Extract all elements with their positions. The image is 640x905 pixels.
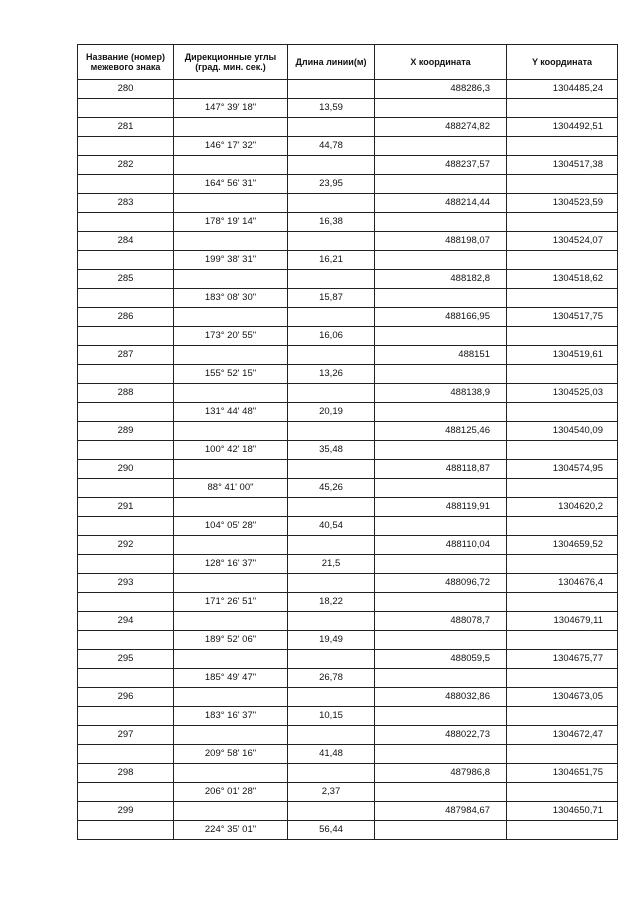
x-coordinate-cell: 488118,87 [375, 460, 507, 479]
line-length-cell: 13,26 [288, 365, 375, 384]
empty-cell [78, 441, 174, 460]
empty-cell [375, 555, 507, 574]
x-coordinate-cell: 488166,95 [375, 308, 507, 327]
marker-name-cell: 286 [78, 308, 174, 327]
empty-cell [78, 365, 174, 384]
empty-cell [375, 99, 507, 118]
segment-row [78, 517, 618, 536]
empty-cell [288, 726, 375, 745]
empty-cell [375, 327, 507, 346]
empty-cell [288, 194, 375, 213]
empty-cell [174, 270, 288, 289]
segment-row [78, 821, 618, 840]
segment-row [78, 289, 618, 308]
empty-cell [375, 289, 507, 308]
x-coordinate-cell: 488119,91 [375, 498, 507, 517]
empty-cell [507, 517, 618, 536]
empty-cell [507, 137, 618, 156]
segment-row [78, 593, 618, 612]
empty-cell [507, 99, 618, 118]
empty-cell [78, 251, 174, 270]
segment-row [78, 137, 618, 156]
empty-cell [507, 365, 618, 384]
direction-angle-cell: 209° 58' 16" [174, 745, 288, 764]
empty-cell [375, 745, 507, 764]
x-coordinate-cell: 488022,73 [375, 726, 507, 745]
direction-angle-cell: 224° 35' 01" [174, 821, 288, 840]
empty-cell [375, 365, 507, 384]
header-line-length: Длина линии(м) [288, 45, 375, 80]
direction-angle-cell: 199° 38' 31" [174, 251, 288, 270]
empty-cell [174, 460, 288, 479]
point-row [78, 156, 618, 175]
empty-cell [288, 612, 375, 631]
header-y-coordinate: Y координата [507, 45, 618, 80]
direction-angle-cell: 183° 08' 30" [174, 289, 288, 308]
y-coordinate-cell: 1304517,75 [507, 308, 618, 327]
empty-cell [174, 688, 288, 707]
segment-row [78, 783, 618, 802]
x-coordinate-cell: 488286,3 [375, 80, 507, 99]
y-coordinate-cell: 1304679,11 [507, 612, 618, 631]
y-coordinate-cell: 1304519,61 [507, 346, 618, 365]
y-coordinate-cell: 1304524,07 [507, 232, 618, 251]
empty-cell [507, 631, 618, 650]
segment-row [78, 707, 618, 726]
empty-cell [288, 80, 375, 99]
empty-cell [507, 289, 618, 308]
empty-cell [78, 783, 174, 802]
table-header-row [78, 45, 618, 80]
empty-cell [174, 574, 288, 593]
y-coordinate-cell: 1304525,03 [507, 384, 618, 403]
empty-cell [288, 308, 375, 327]
marker-name-cell: 282 [78, 156, 174, 175]
x-coordinate-cell: 488151 [375, 346, 507, 365]
x-coordinate-cell: 487984,67 [375, 802, 507, 821]
empty-cell [375, 631, 507, 650]
y-coordinate-cell: 1304492,51 [507, 118, 618, 137]
empty-cell [288, 422, 375, 441]
point-row [78, 118, 618, 137]
empty-cell [375, 137, 507, 156]
segment-row [78, 479, 618, 498]
point-row [78, 346, 618, 365]
segment-row [78, 175, 618, 194]
empty-cell [507, 783, 618, 802]
empty-cell [174, 156, 288, 175]
marker-name-cell: 296 [78, 688, 174, 707]
line-length-cell: 45,26 [288, 479, 375, 498]
x-coordinate-cell: 488138,9 [375, 384, 507, 403]
direction-angle-cell: 104° 05' 28" [174, 517, 288, 536]
empty-cell [78, 593, 174, 612]
line-length-cell: 40,54 [288, 517, 375, 536]
table-body [78, 80, 618, 840]
line-length-cell: 20,19 [288, 403, 375, 422]
line-length-cell: 35,48 [288, 441, 375, 460]
y-coordinate-cell: 1304672,47 [507, 726, 618, 745]
empty-cell [78, 327, 174, 346]
line-length-cell: 16,06 [288, 327, 375, 346]
empty-cell [78, 175, 174, 194]
point-row [78, 460, 618, 479]
point-row [78, 726, 618, 745]
empty-cell [375, 707, 507, 726]
empty-cell [78, 555, 174, 574]
empty-cell [375, 593, 507, 612]
empty-cell [78, 745, 174, 764]
point-row [78, 194, 618, 213]
empty-cell [174, 802, 288, 821]
y-coordinate-cell: 1304540,09 [507, 422, 618, 441]
marker-name-cell: 295 [78, 650, 174, 669]
y-coordinate-cell: 1304651,75 [507, 764, 618, 783]
empty-cell [375, 669, 507, 688]
empty-cell [174, 536, 288, 555]
point-row [78, 612, 618, 631]
segment-row [78, 403, 618, 422]
y-coordinate-cell: 1304485,24 [507, 80, 618, 99]
empty-cell [375, 441, 507, 460]
x-coordinate-cell: 488125,46 [375, 422, 507, 441]
empty-cell [174, 422, 288, 441]
x-coordinate-cell: 488198,07 [375, 232, 507, 251]
empty-cell [78, 403, 174, 422]
direction-angle-cell: 164° 56' 31" [174, 175, 288, 194]
empty-cell [507, 555, 618, 574]
coordinates-sheet [77, 44, 617, 840]
line-length-cell: 2,37 [288, 783, 375, 802]
point-row [78, 232, 618, 251]
empty-cell [375, 403, 507, 422]
empty-cell [507, 175, 618, 194]
empty-cell [507, 821, 618, 840]
empty-cell [288, 688, 375, 707]
empty-cell [288, 764, 375, 783]
marker-name-cell: 298 [78, 764, 174, 783]
segment-row [78, 213, 618, 232]
line-length-cell: 44,78 [288, 137, 375, 156]
line-length-cell: 41,48 [288, 745, 375, 764]
x-coordinate-cell: 488096,72 [375, 574, 507, 593]
empty-cell [78, 707, 174, 726]
empty-cell [375, 821, 507, 840]
empty-cell [78, 213, 174, 232]
point-row [78, 802, 618, 821]
segment-row [78, 669, 618, 688]
point-row [78, 80, 618, 99]
point-row [78, 574, 618, 593]
x-coordinate-cell: 488059,5 [375, 650, 507, 669]
empty-cell [507, 251, 618, 270]
line-length-cell: 10,15 [288, 707, 375, 726]
empty-cell [507, 745, 618, 764]
point-row [78, 270, 618, 289]
empty-cell [174, 232, 288, 251]
empty-cell [375, 479, 507, 498]
empty-cell [375, 213, 507, 232]
y-coordinate-cell: 1304574,95 [507, 460, 618, 479]
empty-cell [507, 327, 618, 346]
segment-row [78, 99, 618, 118]
line-length-cell: 56,44 [288, 821, 375, 840]
empty-cell [174, 498, 288, 517]
empty-cell [375, 517, 507, 536]
point-row [78, 650, 618, 669]
marker-name-cell: 293 [78, 574, 174, 593]
empty-cell [507, 213, 618, 232]
x-coordinate-cell: 488110,04 [375, 536, 507, 555]
line-length-cell: 15,87 [288, 289, 375, 308]
empty-cell [174, 612, 288, 631]
empty-cell [78, 631, 174, 650]
empty-cell [78, 821, 174, 840]
empty-cell [174, 764, 288, 783]
marker-name-cell: 287 [78, 346, 174, 365]
marker-name-cell: 294 [78, 612, 174, 631]
marker-name-cell: 284 [78, 232, 174, 251]
direction-angle-cell: 155° 52' 15" [174, 365, 288, 384]
direction-angle-cell: 173° 20' 55" [174, 327, 288, 346]
empty-cell [174, 726, 288, 745]
empty-cell [288, 346, 375, 365]
y-coordinate-cell: 1304675,77 [507, 650, 618, 669]
header-marker-name: Название (номер) межевого знака [78, 45, 174, 80]
direction-angle-cell: 206° 01' 28" [174, 783, 288, 802]
x-coordinate-cell: 488237,57 [375, 156, 507, 175]
empty-cell [507, 707, 618, 726]
point-row [78, 498, 618, 517]
empty-cell [288, 118, 375, 137]
direction-angle-cell: 185° 49' 47" [174, 669, 288, 688]
header-direction-angle: Дирекционные углы (град. мин. сек.) [174, 45, 288, 80]
empty-cell [174, 384, 288, 403]
empty-cell [174, 650, 288, 669]
x-coordinate-cell: 488274,82 [375, 118, 507, 137]
empty-cell [507, 669, 618, 688]
direction-angle-cell: 128° 16' 37" [174, 555, 288, 574]
x-coordinate-cell: 488032,86 [375, 688, 507, 707]
line-length-cell: 26,78 [288, 669, 375, 688]
x-coordinate-cell: 488214,44 [375, 194, 507, 213]
empty-cell [174, 80, 288, 99]
y-coordinate-cell: 1304518,62 [507, 270, 618, 289]
empty-cell [507, 593, 618, 612]
line-length-cell: 18,22 [288, 593, 375, 612]
direction-angle-cell: 178° 19' 14" [174, 213, 288, 232]
segment-row [78, 555, 618, 574]
direction-angle-cell: 131° 44' 48" [174, 403, 288, 422]
y-coordinate-cell: 1304659,52 [507, 536, 618, 555]
y-coordinate-cell: 1304673,05 [507, 688, 618, 707]
direction-angle-cell: 147° 39' 18" [174, 99, 288, 118]
direction-angle-cell: 88° 41' 00" [174, 479, 288, 498]
segment-row [78, 365, 618, 384]
point-row [78, 688, 618, 707]
empty-cell [288, 270, 375, 289]
empty-cell [78, 99, 174, 118]
y-coordinate-cell: 1304620,2 [507, 498, 618, 517]
direction-angle-cell: 189° 52' 06" [174, 631, 288, 650]
line-length-cell: 23,95 [288, 175, 375, 194]
marker-name-cell: 289 [78, 422, 174, 441]
empty-cell [174, 346, 288, 365]
empty-cell [288, 384, 375, 403]
header-x-coordinate: X координата [375, 45, 507, 80]
direction-angle-cell: 146° 17' 32" [174, 137, 288, 156]
line-length-cell: 16,38 [288, 213, 375, 232]
marker-name-cell: 297 [78, 726, 174, 745]
segment-row [78, 745, 618, 764]
empty-cell [288, 460, 375, 479]
marker-name-cell: 283 [78, 194, 174, 213]
marker-name-cell: 281 [78, 118, 174, 137]
y-coordinate-cell: 1304676,4 [507, 574, 618, 593]
empty-cell [288, 536, 375, 555]
point-row [78, 308, 618, 327]
empty-cell [288, 498, 375, 517]
empty-cell [174, 118, 288, 137]
marker-name-cell: 285 [78, 270, 174, 289]
x-coordinate-cell: 488182,8 [375, 270, 507, 289]
empty-cell [78, 669, 174, 688]
line-length-cell: 19,49 [288, 631, 375, 650]
empty-cell [288, 156, 375, 175]
empty-cell [174, 308, 288, 327]
empty-cell [375, 251, 507, 270]
y-coordinate-cell: 1304650,71 [507, 802, 618, 821]
empty-cell [288, 232, 375, 251]
direction-angle-cell: 100° 42' 18" [174, 441, 288, 460]
empty-cell [288, 574, 375, 593]
x-coordinate-cell: 487986,8 [375, 764, 507, 783]
marker-name-cell: 280 [78, 80, 174, 99]
segment-row [78, 631, 618, 650]
y-coordinate-cell: 1304517,38 [507, 156, 618, 175]
segment-row [78, 441, 618, 460]
marker-name-cell: 291 [78, 498, 174, 517]
y-coordinate-cell: 1304523,59 [507, 194, 618, 213]
empty-cell [288, 650, 375, 669]
segment-row [78, 327, 618, 346]
boundary-coordinates-table [77, 44, 618, 840]
segment-row [78, 251, 618, 270]
empty-cell [288, 802, 375, 821]
x-coordinate-cell: 488078,7 [375, 612, 507, 631]
empty-cell [507, 441, 618, 460]
empty-cell [78, 479, 174, 498]
point-row [78, 536, 618, 555]
line-length-cell: 21,5 [288, 555, 375, 574]
empty-cell [375, 783, 507, 802]
empty-cell [78, 289, 174, 308]
direction-angle-cell: 183° 16' 37" [174, 707, 288, 726]
empty-cell [507, 403, 618, 422]
line-length-cell: 13,59 [288, 99, 375, 118]
empty-cell [78, 137, 174, 156]
direction-angle-cell: 171° 26' 51" [174, 593, 288, 612]
marker-name-cell: 299 [78, 802, 174, 821]
empty-cell [375, 175, 507, 194]
point-row [78, 422, 618, 441]
marker-name-cell: 292 [78, 536, 174, 555]
marker-name-cell: 288 [78, 384, 174, 403]
empty-cell [78, 517, 174, 536]
point-row [78, 384, 618, 403]
marker-name-cell: 290 [78, 460, 174, 479]
line-length-cell: 16,21 [288, 251, 375, 270]
empty-cell [174, 194, 288, 213]
point-row [78, 764, 618, 783]
empty-cell [507, 479, 618, 498]
